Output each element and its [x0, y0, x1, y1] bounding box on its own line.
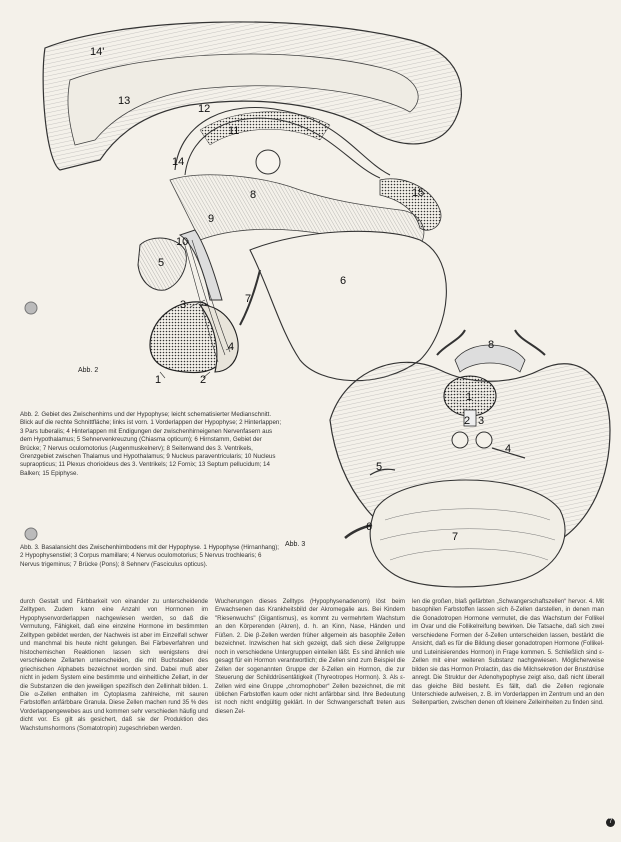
fig3-label-4: 4 [505, 443, 512, 455]
fig3-label-3: 3 [478, 415, 485, 427]
fig3-label-8: 8 [488, 339, 495, 351]
fig3-label-1: 1 [466, 391, 473, 403]
body-column-2: Wucherungen dieses Zelltyps (Hypophysenadenom) löst beim Erwachsenen das Krankheitsbild der Akromegalie aus. Bei Kindern "Riesenwuchs" (Gigantismus), es kommt zu vermehrtem Wachstum an den Körperenden (Akren), d. h. an Kinn, Nase, Händen und Füßen. 2. Die β-Zellen werden früher allgemein als basophile Zellen bezeichnet. Inzwischen hat sich gezeigt, daß sich diese Zellgruppe noch in verschiedene Untergruppen einteilen läßt. Es sind ähnlich wie gesagt für ein Hormon verantwortlich; die Zellen sind zum Beispiel die Zellen der sogenannten Gruppe der δ-Zellen ein Hormon, die zur Steuerung der Schilddrüsentätigkeit (Thyreotropes Hormon). 3. Als ε-Zellen wird eine Gruppe „chromophober“ Zellen bezeichnet, die mit üblichen Farbstoffen kaum oder nicht anfärbbar sind. Ihre Bedeutung ist noch nicht endgültig geklärt. In der Schwangerschaft treten aus diesen Zel- [215, 598, 405, 715]
fig2-label-13: 13 [118, 95, 131, 107]
fig3-figure-label: Abb. 3 [285, 541, 306, 548]
pons [370, 480, 565, 587]
plexus-choroideus [200, 112, 330, 145]
brainstem [250, 231, 446, 380]
fig3-label-7: 7 [452, 531, 459, 543]
fig3-label-6: 6 [366, 521, 373, 533]
body-column-3: len die großen, blaß gefärbten „Schwangerschaftszellen“ hervor. 4. Mit basophilen Farbstoffen lassen sich δ-Zellen darstellen, in denen man die Gonadotropen Hormone vermutet, die das Wachstum der Follikel im Ovar und die Follikelreifung bewirken. Die Tatsache, daß sich zwei verschiedene Formen der δ-Zellen unterscheiden lassen, bestärkt die Ansicht, daß es für die Bildung dieser gonadotropen Hormone (Follikel- und Luteinisierendes Hormon) in Frage kommen. 5. Schließlich sind ε-Zellen mit einer weiteren Substanz nachgewiesen. Möglicherweise bilden sie das Hormon Prolactin, das die Milchsekretion der Brustdrüse anregt. Die Struktur der Adenohypophyse zeigt also, daß nicht überall das gleiche Bild besteht. Es fällt, daß die Zellen regionale Unterschiede aufweisen, z. B. im Vorderlappen im Zentrum und an den Seitenpartien, zwischen denen oft kleinere Zelleinheiten zu finden sind. [412, 598, 604, 707]
fig2-label-5: 5 [158, 257, 165, 269]
fig2-label-7: 7 [245, 293, 252, 305]
fig2-label-2: 2 [200, 374, 207, 386]
fig3-label-5: 5 [376, 461, 383, 473]
corpus-mamillare-right [476, 432, 492, 448]
interthalamic-adhesion [256, 150, 280, 174]
fig2-label-4: 4 [228, 341, 235, 353]
caption-figure-2: Abb. 2. Gebiet des Zwischenhirns und der Hypophyse; leicht schematisierter Medianschnitt. Blick auf die rechte Schnittfläche; links ist vorn. 1 Vorderlappen der Hypophyse; 2 Hinterlappen; 3 Pars tuberalis; 4 Hinterlappen mit Endigungen der zwischenhirneigenen Nervenfasern aus dem Hypothalamus; 5 Sehnervenkreuzung (Chiasma opticum); 6 Hirnstamm, Gebiet der Brücke; 7 Nervus oculomotorius (Augenmuskelnerv); 8 Seitenwand des 3. Ventrikels, Grenzgebiet zwischen Thalamus und Hypothalamus; 9 Nucleus paraventricularis; 10 Nucleus supraopticus; 11 Plexus chorioideus des 3. Ventrikels; 12 Fornix; 13 Septum pellucidum; 14 Balken; 15 Epiphyse. [20, 411, 282, 477]
fig2-label-14p: 14' [90, 46, 105, 58]
fig2-label-1: 1 [155, 374, 162, 386]
fig2-label-10: 10 [176, 236, 189, 248]
fig2-label-9: 9 [208, 213, 215, 225]
punch-hole-mark [25, 302, 37, 314]
fig2-label-12: 12 [198, 103, 211, 115]
fig2-label-11: 11 [228, 125, 240, 137]
corpus-mamillare-left [452, 432, 468, 448]
caption-figure-3: Abb. 3. Basalansicht des Zwischenhirnbodens mit der Hypophyse. 1 Hypophyse (Hirnanhang); 2 Hypophysenstiel; 3 Corpus mamillare; 4 Nervus oculomotorius; 5 Nervus trochlearis; 6 Nervus trigeminus; 7 Brücke (Pons); 8 Sehnerv (Fasciculus opticus). [20, 544, 279, 568]
fig2-label-3: 3 [180, 299, 187, 311]
fig3-label-2: 2 [464, 415, 471, 427]
fig2-label-8: 8 [250, 189, 257, 201]
page-marker: 7 [606, 818, 615, 827]
body-column-1: durch Gestalt und Färbbarkeit von einander zu unterscheidende Zelltypen. Zudem kann eine Anzahl von Hormonen im Hypophysenvorderlappen nachgewiesen werden, so daß die Vermutung, Fähigkeit, daß eine einzelne Hormone im bestimmten Zelltypen gebildet werden, der Nachweis ist aber im Einzelfall schwer und manchmal bis heute nicht gelungen. Bei Färbeverfahren und histochemischen Reaktionen lassen sich wenigstens drei verschiedene Zellarten unterscheiden, die mit Buchstaben des griechischen Alphabets bezeichnet worden sind. Dabei muß aber nicht in jedem System eine bestimmte und einheitliche Zellart, in der die Substanzen die den jeweiligen spezifisch den Zellinhalt bilden. 1. Die α-Zellen enthalten im Cytoplasma zahlreiche, mit sauren Farbstoffen anfärbbare Granula. Diese Zellen machen rund 35 % des Vorderlappengewebes aus und kommen sehr verschieden häufig und dicht vor. Es gilt als gesichert, daß sie der Produktion des Wachstumshormons (Somatotropin) zugeschrieben werden. [20, 598, 208, 732]
fig2-label-6: 6 [340, 275, 347, 287]
fig2-label-15: 15 [412, 187, 425, 199]
fig2-figure-label: Abb. 2 [78, 367, 99, 374]
fig2-label-14: 14 [172, 156, 185, 168]
